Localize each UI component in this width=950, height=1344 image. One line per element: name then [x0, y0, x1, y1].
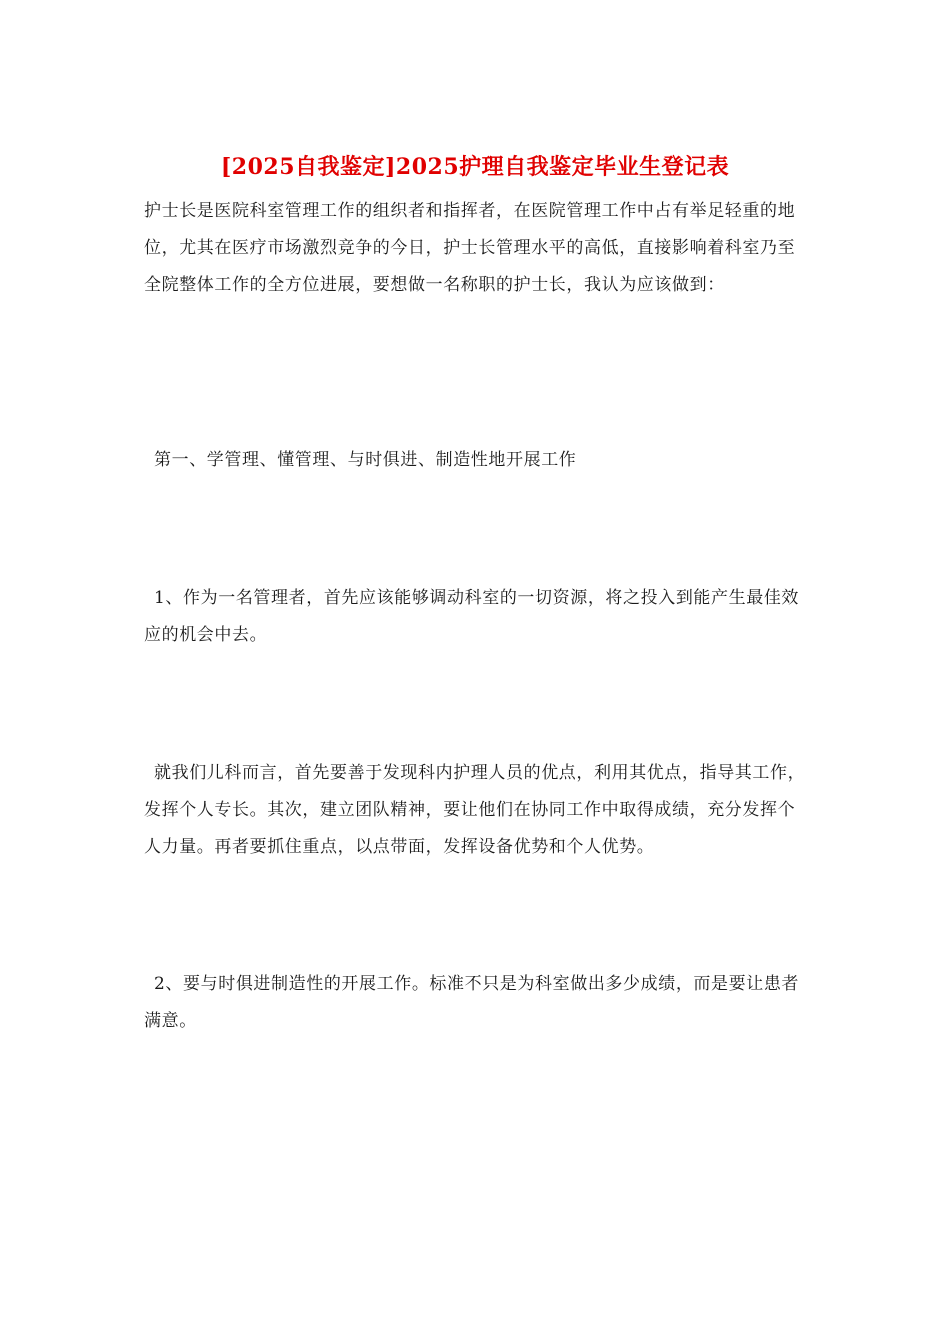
document-title: [2025自我鉴定]2025护理自我鉴定毕业生登记表	[220, 154, 730, 180]
section-heading: 第一、学管理、懂管理、与时俱进、制造性地开展工作	[154, 450, 577, 470]
list-item-1: 1、作为一名管理者，首先应该能够调动科室的一切资源，将之投入到能产生最佳效应的机会中去。	[144, 588, 800, 645]
intro-paragraph: 护士长是医院科室管理工作的组织者和指挥者，在医院管理工作中占有举足轻重的地位，尤其在医疗市场激烈竞争的今日，护士长管理水平的高低，直接影响着科室乃至全院整体工作的全方位进展，要想做一名称职的护士长，我认为应该做到：	[144, 201, 796, 295]
body-paragraph: 就我们儿科而言，首先要善于发现科内护理人员的优点，利用其优点，指导其工作，发挥个人专长。其次，建立团队精神，要让他们在协同工作中取得成绩，充分发挥个人力量。再者要抓住重点，以点带面，发挥设备优势和个人优势。	[144, 763, 806, 857]
list-item-2: 2、要与时俱进制造性的开展工作。标准不只是为科室做出多少成绩，而是要让患者满意。	[144, 974, 800, 1031]
